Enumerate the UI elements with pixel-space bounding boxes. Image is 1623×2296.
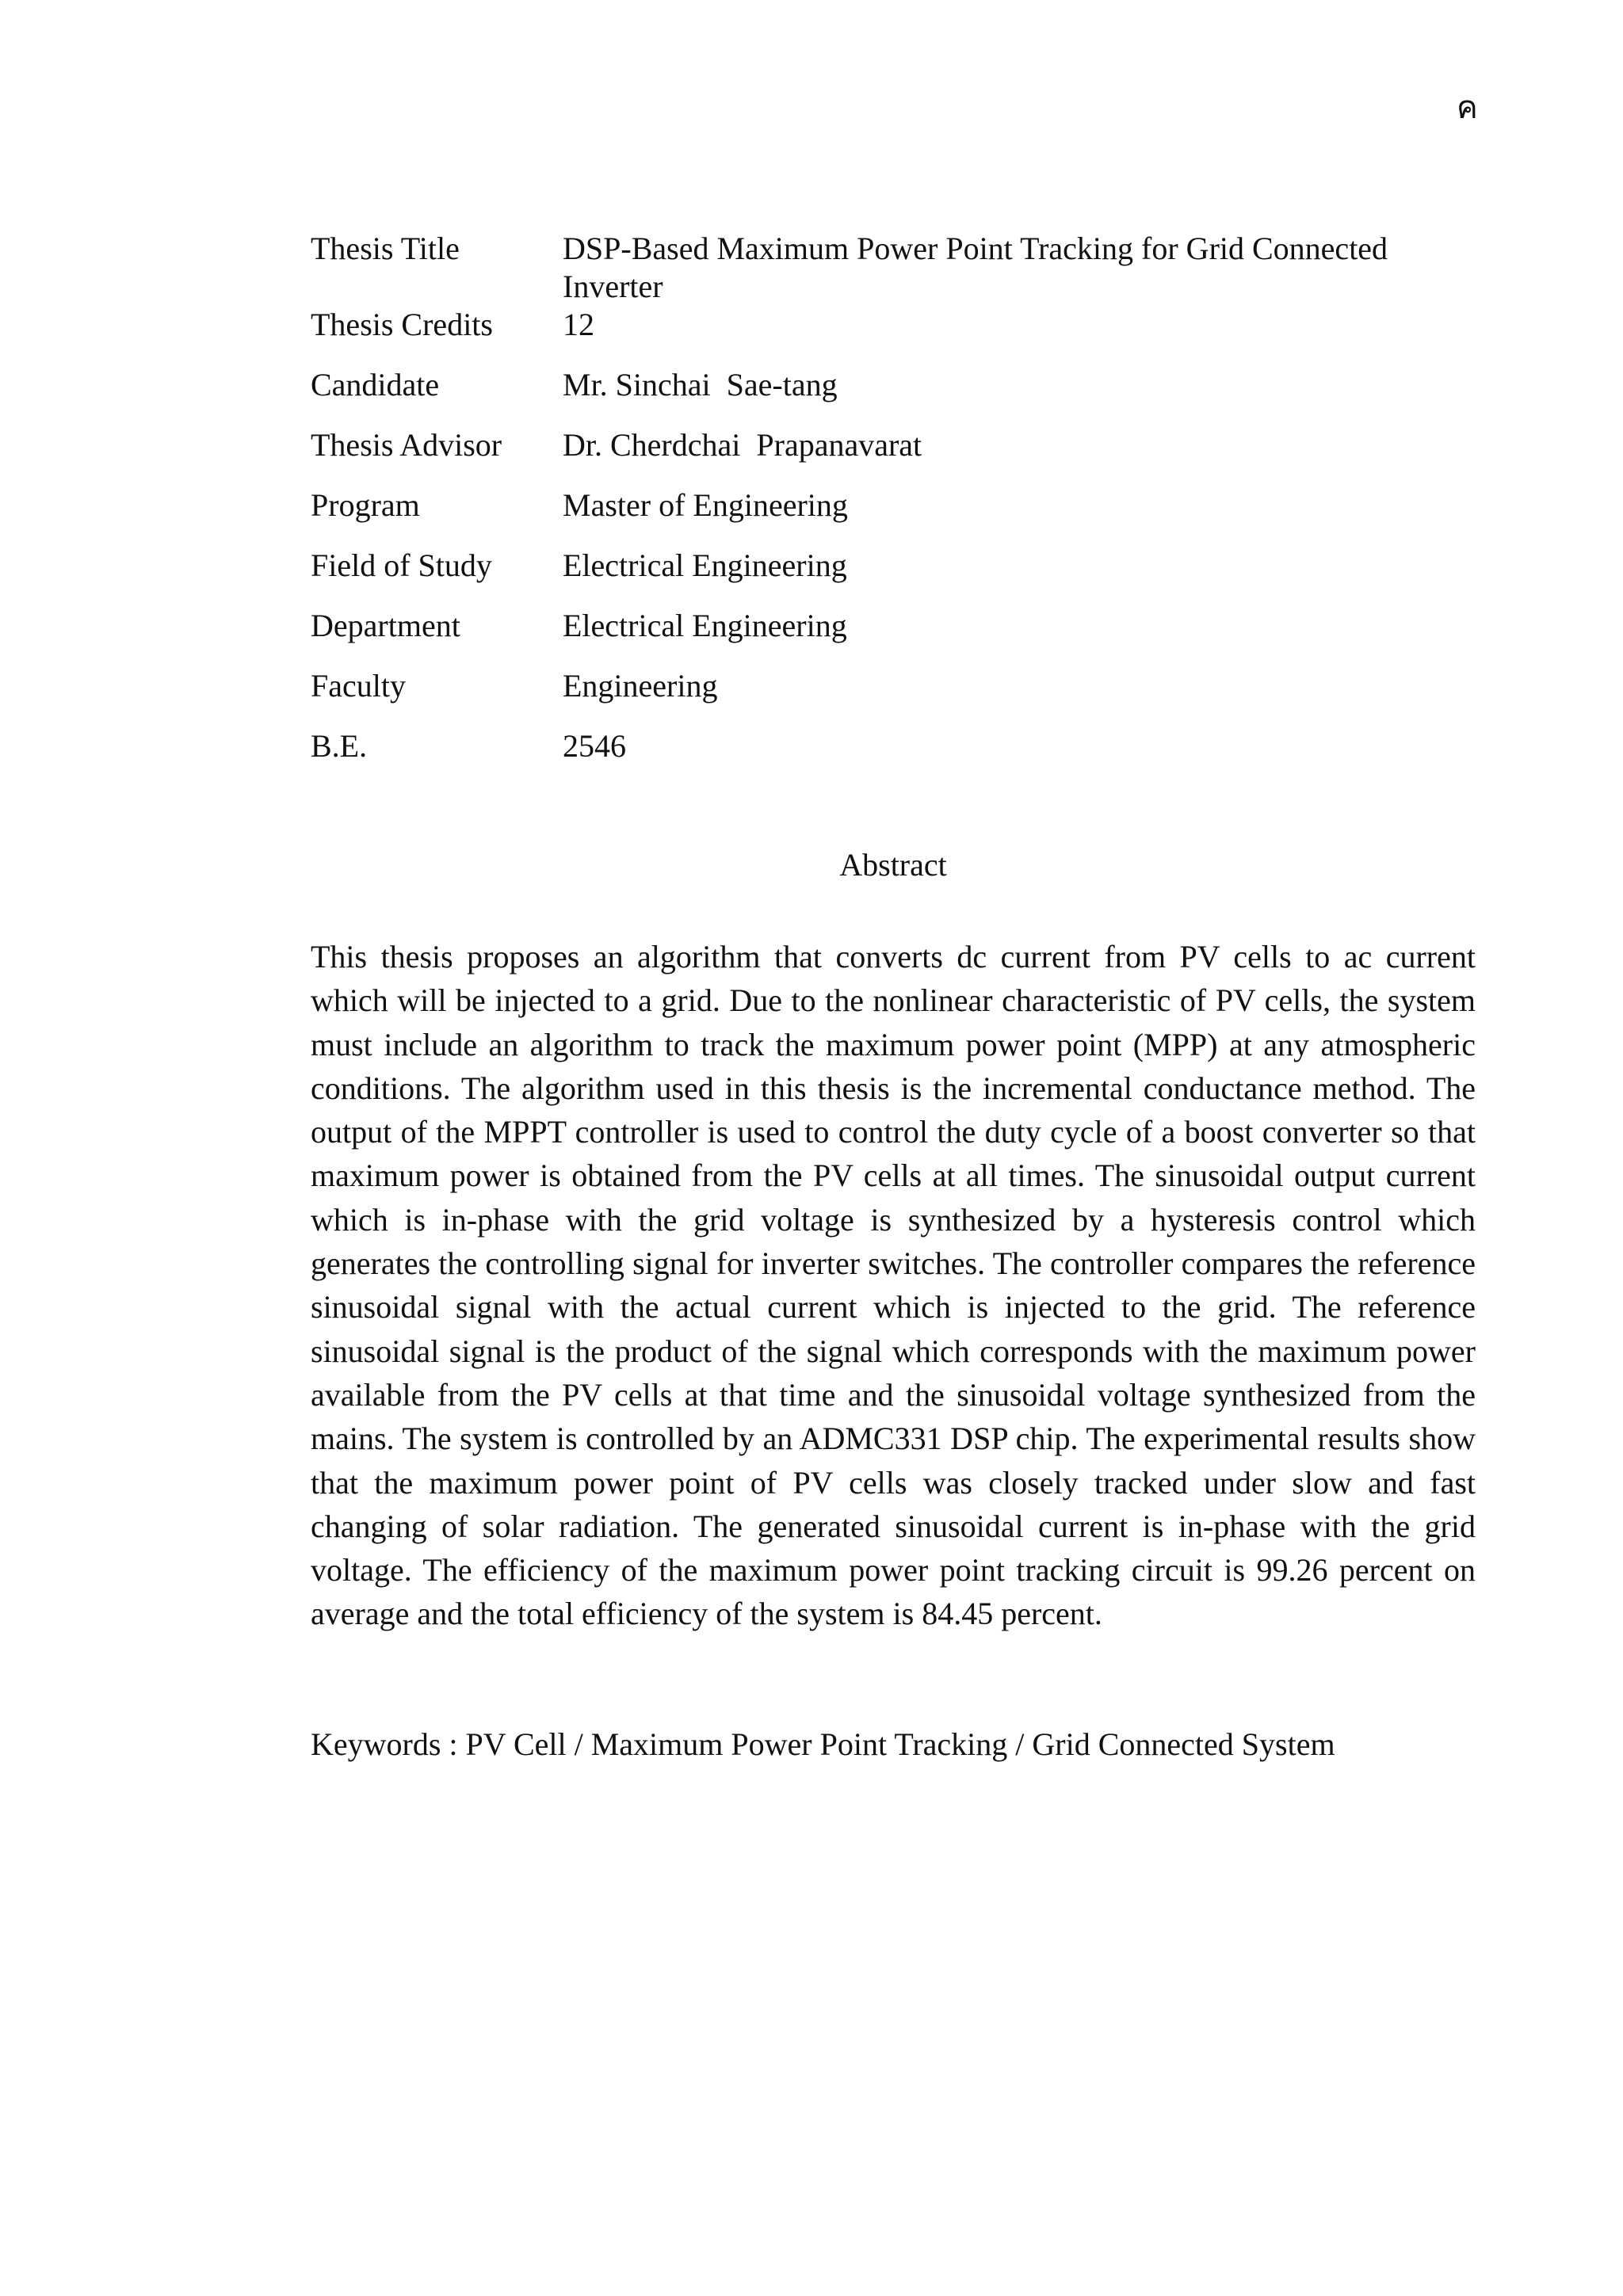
meta-value: Electrical Engineering [563, 547, 847, 583]
meta-label: Thesis Title [311, 231, 460, 266]
meta-label: Faculty [311, 668, 406, 704]
meta-row-be [311, 727, 1476, 765]
meta-label: Thesis Credits [311, 307, 493, 342]
meta-value: Master of Engineering [563, 487, 848, 523]
meta-value: Engineering [563, 668, 718, 704]
meta-label: Thesis Advisor [311, 427, 502, 463]
keywords: Keywords : PV Cell / Maximum Power Point Tracking / Grid Connected System [311, 1726, 1335, 1762]
meta-label: Department [311, 608, 460, 643]
meta-value: 12 [563, 307, 594, 342]
meta-row-advisor [311, 426, 1476, 464]
abstract-heading: Abstract [839, 847, 947, 883]
meta-value: Dr. Cherdchai Prapanavarat [563, 427, 922, 463]
meta-value: Electrical Engineering [563, 608, 847, 643]
meta-row-faculty [311, 667, 1476, 705]
meta-value: Mr. Sinchai Sae-tang [563, 367, 838, 402]
meta-row-thesis-credits [311, 306, 1476, 344]
meta-value: 2546 [563, 728, 626, 764]
meta-value: DSP-Based Maximum Power Point Tracking for Grid Connected Inverter [563, 231, 1388, 304]
thesis-metadata [311, 230, 1476, 765]
meta-label: Candidate [311, 367, 440, 402]
page-number: ค [1457, 90, 1478, 125]
meta-row-thesis-title [311, 230, 1476, 306]
meta-row-program [311, 486, 1476, 524]
meta-row-candidate [311, 366, 1476, 404]
abstract-body: This thesis proposes an algorithm that converts dc current from PV cells to ac current which will be injected to a grid. Due to the nonlinear characteristic of PV cells, the system must include an algorithm to track the maximum power point (MPP) at any atmospheric conditions. The algorithm used in this thesis is the incremental conductance method. The output of the MPPT controller is used to control the duty cycle of a boost converter so that maximum power is obtained from the PV cells at all times. The sinusoidal output current which is in-phase with the grid voltage is synthesized by a hysteresis control which generates the controlling signal for inverter switches. The controller compares the reference sinusoidal signal with the actual current which is injected to the grid. The reference sinusoidal signal is the product of the signal which corresponds with the maximum power available from the PV cells at that time and the sinusoidal voltage synthesized from the mains. The system is controlled by an ADMC331 DSP chip. The experimental results show that the maximum power point of PV cells was closely tracked under slow and fast changing of solar radiation. The generated sinusoidal current is in-phase with the grid voltage. The efficiency of the maximum power point tracking circuit is 99.26 percent on average and the total efficiency of the system is 84.45 percent. [311, 939, 1476, 1632]
meta-row-field-of-study [311, 547, 1476, 585]
meta-label: Field of Study [311, 547, 492, 583]
meta-label: B.E. [311, 728, 368, 764]
meta-row-department [311, 607, 1476, 645]
meta-label: Program [311, 487, 420, 523]
